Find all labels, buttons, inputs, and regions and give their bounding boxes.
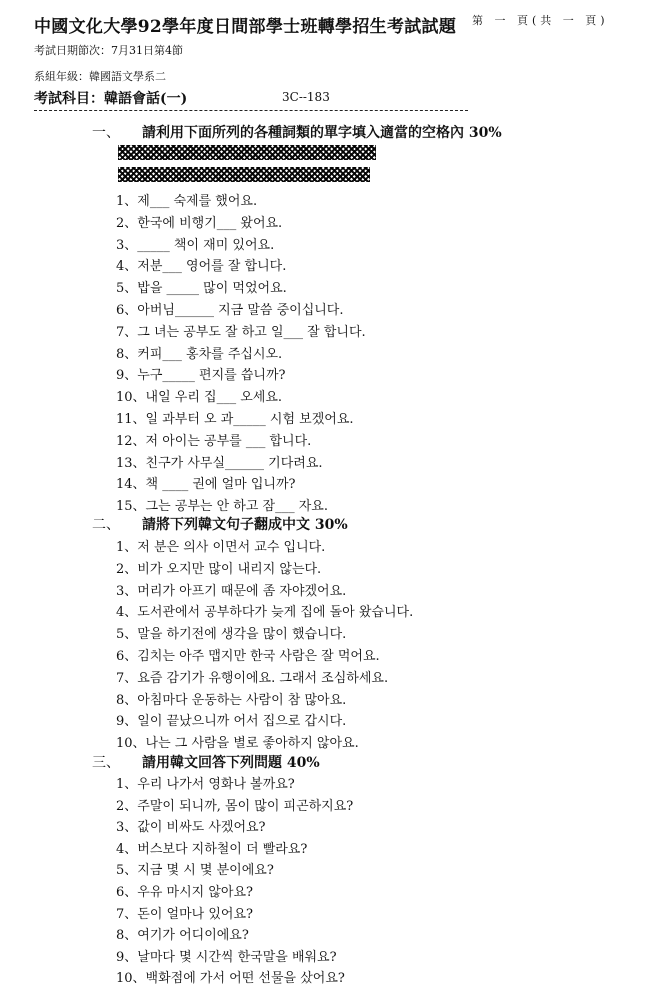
question-item: 6、아버님______ 지금 말씀 중이십니다. — [116, 303, 344, 318]
question-item: 9、일이 끝났으니까 어서 집으로 갑시다. — [116, 714, 347, 730]
exam-date: 考試日期節次：7月31日第4節 — [34, 44, 183, 57]
department: 系組年級：韓國語文學系二 — [34, 70, 166, 83]
question-item: 12、저 아이는 공부를 ___ 합니다. — [116, 433, 312, 449]
question-item: 1、제___ 숙제를 했어요. — [116, 194, 258, 209]
question-item: 4、도서관에서 공부하다가 늦게 집에 돌아 왔습니다. — [116, 605, 414, 621]
redacted-word-list-2 — [118, 167, 370, 182]
section-3-number: 三、 — [92, 755, 120, 771]
question-item: 8、커피___ 홍차를 주십시오. — [116, 346, 283, 362]
question-item: 5、밥을 _____ 많이 먹었어요. — [116, 281, 287, 297]
question-item: 8、여기가 어디이에요? — [116, 928, 249, 944]
question-item: 15、그는 공부는 안 하고 잠___ 자요. — [116, 499, 328, 515]
question-item: 10、나는 그 사람을 별로 좋아하지 않아요. — [116, 736, 359, 752]
question-item: 3、값이 비싸도 사겠어요? — [116, 820, 266, 836]
page-number: 第 一 頁(共 一 頁) — [472, 14, 609, 27]
question-item: 7、요즘 감기가 유행이에요. 그래서 조심하세요. — [116, 670, 389, 686]
question-item: 9、날마다 몇 시간씩 한국말을 배워요? — [116, 949, 337, 965]
exam-subject: 考試科目：韓語會話(一) — [34, 91, 188, 107]
section-2-number: 二、 — [92, 517, 120, 533]
question-item: 3、_____ 책이 재미 있어요. — [116, 237, 275, 253]
question-item: 1、우리 나가서 영화나 볼까요? — [116, 777, 295, 792]
question-item: 9、누구_____ 편지를 씁니까? — [116, 368, 286, 384]
question-item: 10、내일 우리 집___ 오세요. — [116, 390, 283, 406]
question-item: 11、일 과부터 오 과_____ 시험 보겠어요. — [116, 412, 354, 427]
section-3-title: 請用韓文回答下列問題 40% — [142, 755, 320, 771]
question-item: 13、친구가 사무실______ 기다려요. — [116, 455, 323, 471]
question-item: 2、비가 오지만 많이 내리지 않는다. — [116, 561, 322, 577]
question-item: 1、저 분은 의사 이면서 교수 입니다. — [116, 540, 326, 555]
question-item: 2、주말이 되니까, 몸이 많이 피곤하지요? — [116, 798, 354, 814]
question-item: 7、돈이 얼마나 있어요? — [116, 906, 253, 922]
question-item: 7、그 녀는 공부도 잘 하고 일___ 잘 합니다. — [116, 324, 366, 340]
redacted-word-list-1 — [118, 145, 376, 160]
question-item: 10、백화점에 가서 어떤 선물을 샀어요? — [116, 971, 345, 987]
exam-title: 中國文化大學92學年度日間部學士班轉學招生考試試題 — [34, 17, 457, 37]
section-2-title: 請將下列韓文句子翻成中文 30% — [142, 517, 348, 533]
question-item: 4、버스보다 지하철이 더 빨라요? — [116, 841, 308, 857]
question-item: 3、머리가 아프기 때문에 좀 자야겠어요. — [116, 583, 347, 599]
question-item: 5、지금 몇 시 몇 분이에요? — [116, 863, 274, 879]
question-item: 6、김치는 아주 맵지만 한국 사람은 잘 먹어요. — [116, 649, 380, 664]
question-item: 8、아침마다 운동하는 사람이 참 많아요. — [116, 692, 347, 708]
question-item: 5、말을 하기전에 생각을 많이 했습니다. — [116, 627, 347, 643]
question-item: 2、한국에 비행기___ 왔어요. — [116, 215, 283, 231]
header-divider — [34, 110, 468, 111]
section-1-number: 一、 — [92, 125, 120, 141]
question-item: 14、책 ____ 권에 얼마 입니까? — [116, 477, 296, 493]
question-item: 4、저분___ 영어를 잘 합니다. — [116, 259, 287, 275]
exam-code: 3C--183 — [282, 90, 330, 104]
section-1-title: 請利用下面所列的各種詞類的單字填入適當的空格內 30% — [142, 125, 502, 141]
question-item: 6、우유 마시지 않아요? — [116, 885, 253, 900]
